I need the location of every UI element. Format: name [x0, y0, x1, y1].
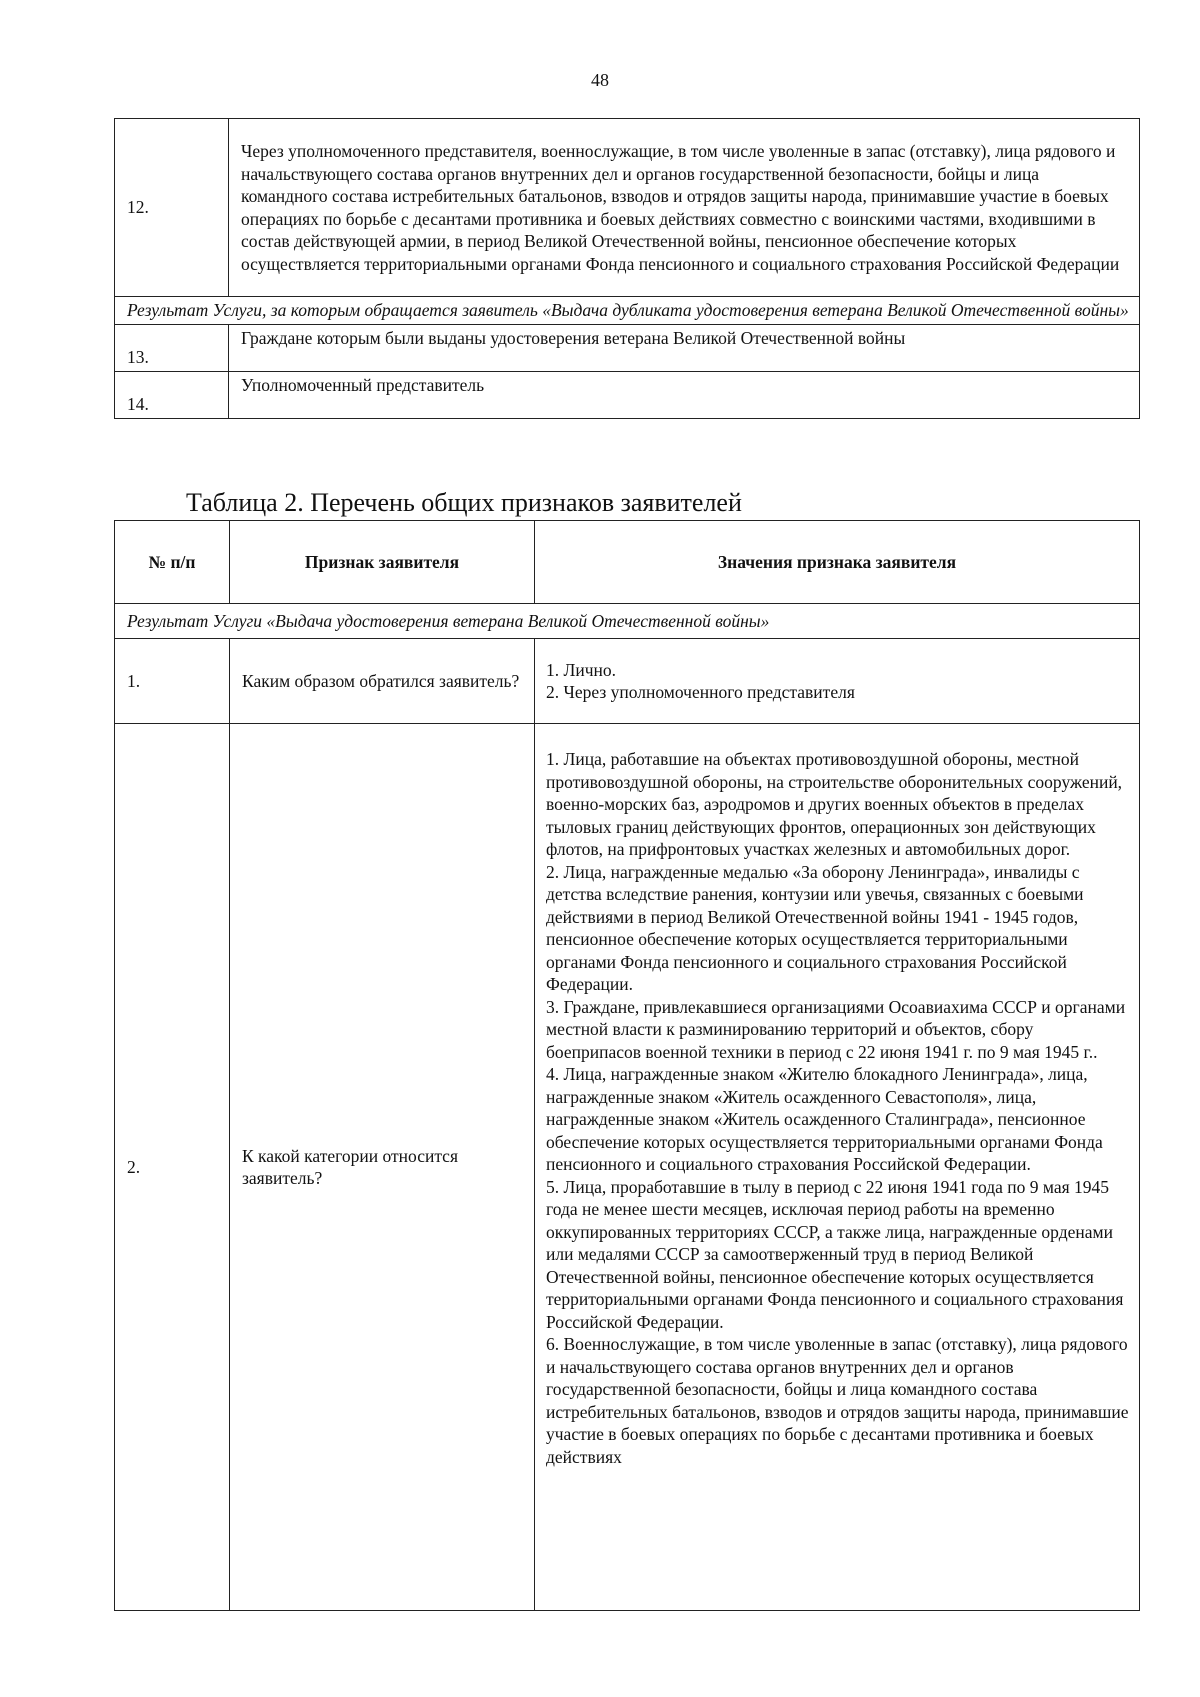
page-number: 48: [591, 70, 609, 90]
value-item: 1. Лично.: [546, 659, 617, 680]
header-values: Значения признака заявителя: [535, 521, 1140, 604]
values-cell: [535, 724, 1140, 1611]
value-item: 2. Через уполномоченного представителя: [546, 682, 855, 702]
table-row: [115, 371, 1140, 418]
table-row: [115, 639, 1140, 724]
row-number: 2.: [115, 724, 230, 1611]
section-row: [115, 604, 1140, 639]
value-item: 2. Лица, награжденные медалью «За оборону Ленинграда», инвалиды с детства вследствие ранения, контузии или увечья, связанных с боевыми действиями в период Великой Отечественной войны 1941 - 1945 годов, пенсионное обеспечение которых осуществляется территориальными органами Фонда пенсионного и социального страхования Российской Федерации.: [546, 861, 1084, 994]
applicants-table-continued: [114, 118, 1140, 419]
applicant-attributes-table: [114, 520, 1140, 1611]
table-row: [115, 324, 1140, 371]
row-description: Через уполномоченного представителя, военнослужащие, в том числе уволенные в запас (отставку), лица рядового и начальствующего состава органов внутренних дел и органов государственной безопасности, бойцы и лица командного состава истребительных батальонов, взводов и отрядов защиты народа, принимавшие участие в боевых операциях по борьбе с десантами противника и боевых действиях совместно с воинскими частями, входившими в состав действующей армии, в период Великой Отечественной войны, пенсионное обеспечение которых осуществляется территориальными органами Фонда пенсионного и социального страхования Российской Федерации: [229, 119, 1140, 297]
value-item: 1. Лица, работавшие на объектах противовоздушной обороны, местной противовоздушной обороны, на строительстве оборонительных сооружений, военно-морских баз, аэродромов и других военных объектов в пределах тыловых границ действующих фронтов, операционных зон действующих флотов, на прифронтовых участках железных и автомобильных дорог.: [546, 749, 1123, 859]
table-title: Таблица 2. Перечень общих признаков заявителей: [186, 488, 742, 517]
row-number: 1.: [115, 639, 230, 724]
row-number: 12.: [115, 119, 229, 297]
section-heading: Результат Услуги, за которым обращается заявитель «Выдача дубликата удостоверения ветерана Великой Отечественной войны»: [115, 297, 1140, 325]
table-row: [115, 119, 1140, 297]
section-row: [115, 297, 1140, 325]
header-number: № п/п: [115, 521, 230, 604]
value-item: 5. Лица, проработавшие в тылу в период с 22 июня 1941 года по 9 мая 1945 года не менее шести месяцев, исключая период работы на временно оккупированных территориях СССР, а также лица, награжденные орденами или медалями СССР за самоотверженный труд в период Великой Отечественной войны, пенсионное обеспечение которых осуществляется территориальными органами Фонда пенсионного и социального страхования Российской Федерации.: [546, 1176, 1124, 1332]
row-description: Граждане которым были выданы удостоверения ветерана Великой Отечественной войны: [229, 324, 1140, 371]
value-item: 4. Лица, награжденные знаком «Жителю блокадного Ленинграда», лица, награжденные знаком «Житель осажденного Севастополя», лица, награжденные знаком «Житель осажденного Сталинграда», пенсионное обеспечение которых осуществляется территориальными органами Фонда пенсионного и социального страхования Российской Федерации.: [546, 1064, 1103, 1174]
header-row: [115, 521, 1140, 604]
attribute-cell: К какой категории относится заявитель?: [230, 724, 535, 1611]
values-cell: [535, 639, 1140, 724]
table-row: [115, 724, 1140, 1611]
value-item: 3. Граждане, привлекавшиеся организациями Осоавиахима СССР и органами местной власти к разминированию территорий и объектов, сбору боеприпасов военной техники в период с 22 июня 1941 г. по 9 мая 1945 г..: [546, 996, 1126, 1062]
value-item: 6. Военнослужащие, в том числе уволенные в запас (отставку), лица рядового и начальствующего состава органов внутренних дел и органов государственной безопасности, бойцы и лица командного состава истребительных батальонов, взводов и отрядов защиты народа, принимавшие участие в боевых операциях по борьбе с десантами противника и боевых действиях: [546, 1334, 1129, 1467]
row-description: Уполномоченный представитель: [229, 371, 1140, 418]
attribute-cell: Каким образом обратился заявитель?: [230, 639, 535, 724]
section-heading: Результат Услуги «Выдача удостоверения ветерана Великой Отечественной войны»: [115, 604, 1140, 639]
row-number: 13.: [115, 324, 229, 371]
row-number: 14.: [115, 371, 229, 418]
header-attribute: Признак заявителя: [230, 521, 535, 604]
